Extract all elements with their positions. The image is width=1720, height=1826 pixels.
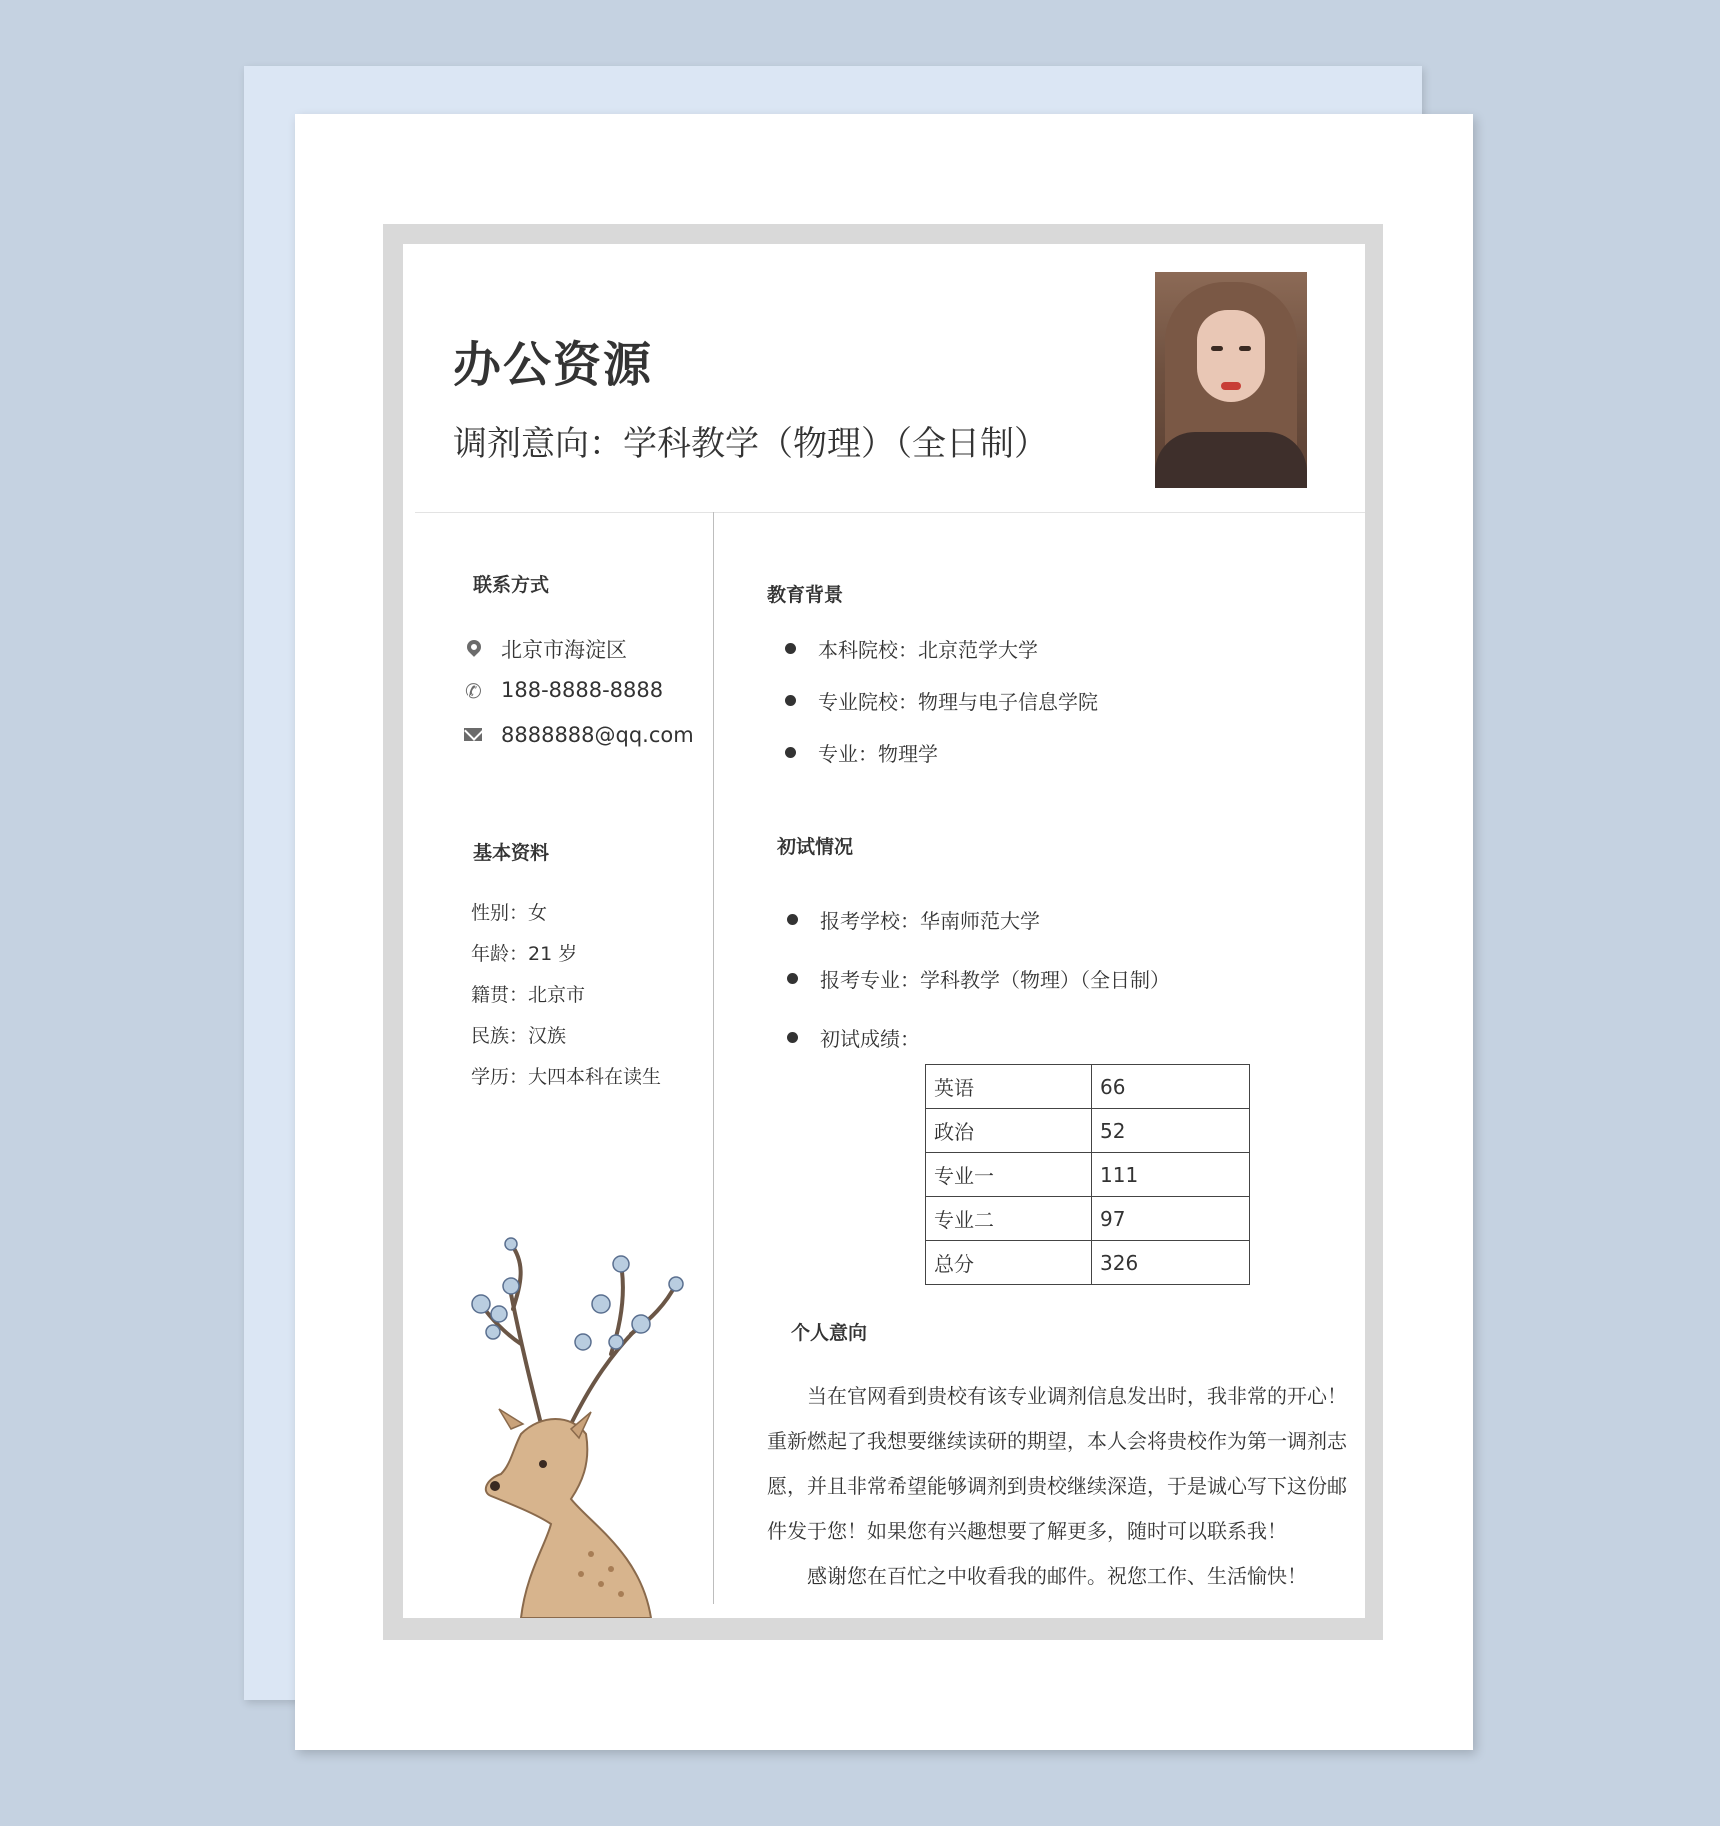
contact-address: [463, 634, 627, 664]
score-value: 66: [1092, 1065, 1250, 1109]
education-section-title: 教育背景: [767, 584, 844, 606]
phone-icon: ✆: [465, 679, 482, 703]
education-item-text: 专业院校：物理与电子信息学院: [818, 690, 1098, 714]
education-item-text: 本科院校：北京范学大学: [818, 638, 1038, 662]
contact-email: [463, 723, 694, 747]
education-item: [785, 686, 1098, 715]
profile-photo: [1155, 272, 1307, 488]
education-item: [785, 738, 938, 767]
exam-item: [787, 1023, 920, 1052]
contact-section-title: 联系方式: [473, 574, 550, 596]
score-subject: 英语: [926, 1065, 1092, 1109]
address-text: 北京市海淀区: [501, 638, 627, 662]
phone-text: 188-8888-8888: [501, 678, 664, 702]
location-pin-icon: [463, 638, 485, 660]
exam-item: [787, 905, 1040, 934]
education-item: [785, 634, 1038, 663]
table-row: [926, 1065, 1250, 1109]
basic-item: 民族：汉族: [471, 1025, 567, 1047]
score-table: [925, 1064, 1250, 1285]
personal-section-title: 个人意向: [791, 1322, 868, 1344]
contact-phone: [463, 678, 663, 702]
mail-icon: [463, 724, 485, 746]
exam-item: [787, 964, 1170, 993]
basic-item: 性别：女: [471, 902, 548, 924]
email-text: 8888888@qq.com: [501, 723, 694, 747]
letter-paragraph: 感谢您在百忙之中收看我的邮件。祝您工作、生活愉快！: [807, 1564, 1307, 1588]
table-row: [926, 1197, 1250, 1241]
basic-section-title: 基本资料: [473, 842, 550, 864]
exam-item-text: 报考学校：华南师范大学: [820, 909, 1040, 933]
cover-letter: [767, 1374, 1347, 1599]
table-row: [926, 1109, 1250, 1153]
column-divider: [713, 512, 714, 1604]
basic-item: 年龄：21 岁: [471, 943, 578, 965]
exam-item-text: 报考专业：学科教学（物理）（全日制）: [820, 968, 1170, 992]
letter-paragraph: 当在官网看到贵校有该专业调剂信息发出时，我非常的开心！重新燃起了我想要继续读研的期望，本人会将贵校作为第一调剂志愿，并且非常希望能够调剂到贵校继续深造，于是诚心写下这份邮件发于您！如果您有兴趣想要了解更多，随时可以联系我！: [767, 1384, 1347, 1543]
header-divider: [415, 512, 1365, 513]
education-item-text: 专业：物理学: [818, 742, 938, 766]
resume-name: 办公资源: [453, 337, 654, 393]
resume-intent: 调剂意向：学科教学（物理）（全日制）: [453, 424, 1048, 464]
basic-item: 籍贯：北京市: [471, 984, 586, 1006]
score-value: 52: [1092, 1109, 1250, 1153]
resume-document: [403, 244, 1365, 1618]
score-value: 111: [1092, 1153, 1250, 1197]
score-subject: 专业一: [926, 1153, 1092, 1197]
score-subject: 总分: [926, 1241, 1092, 1285]
deer-illustration: [451, 1224, 711, 1618]
table-row: [926, 1241, 1250, 1285]
score-value: 97: [1092, 1197, 1250, 1241]
exam-item-text: 初试成绩：: [820, 1027, 920, 1051]
score-value: 326: [1092, 1241, 1250, 1285]
score-subject: 专业二: [926, 1197, 1092, 1241]
table-row: [926, 1153, 1250, 1197]
exam-section-title: 初试情况: [777, 836, 854, 858]
score-subject: 政治: [926, 1109, 1092, 1153]
basic-item: 学历：大四本科在读生: [471, 1066, 662, 1088]
